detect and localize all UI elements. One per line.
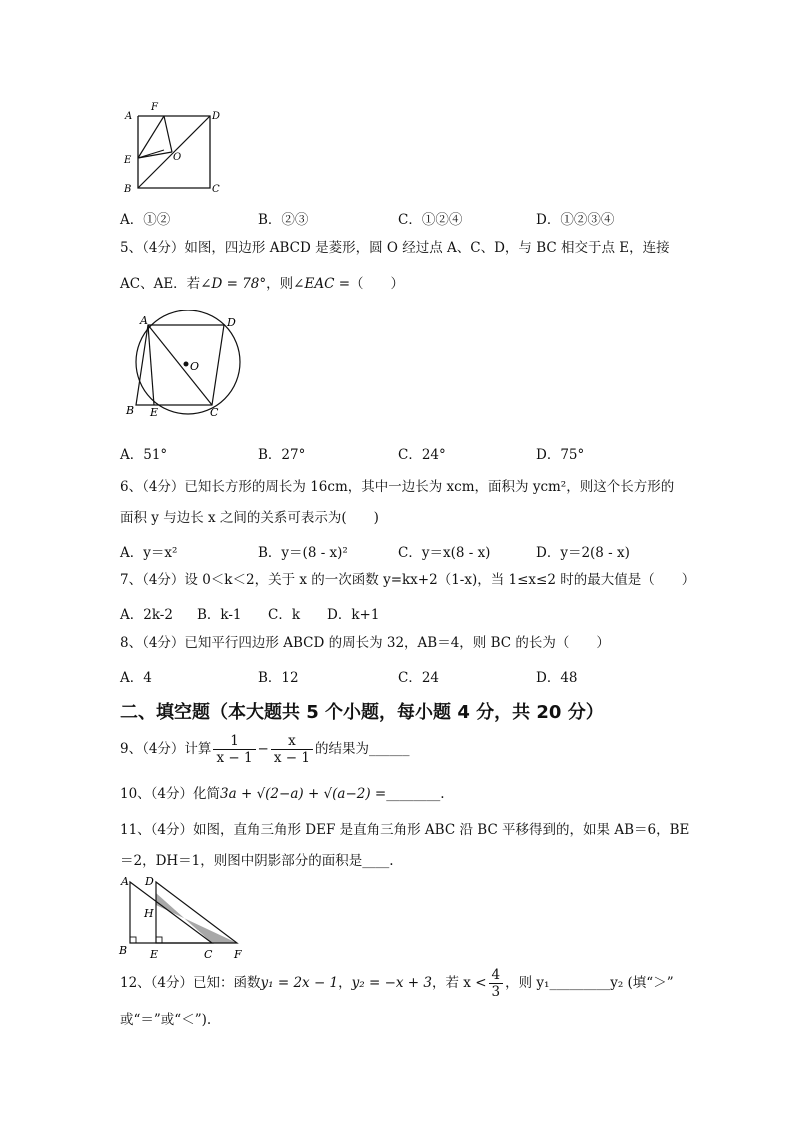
q6-option-c[interactable]: C．y＝x(8 - x) xyxy=(398,545,491,561)
q5-option-c[interactable]: C．24° xyxy=(398,447,446,463)
q9-fraction-1 xyxy=(213,733,255,766)
q6-option-d[interactable]: D．y＝2(8 - x) xyxy=(536,545,630,561)
q5-option-a[interactable]: A．51° xyxy=(120,447,168,463)
q12-frac-numerator: 4 xyxy=(489,967,504,984)
q9-frac2-numerator: x xyxy=(271,733,313,750)
q4-label-b: B xyxy=(124,184,132,195)
q9-minus: − xyxy=(257,741,269,758)
q5-figure xyxy=(118,310,258,425)
q5-text-line1: 5、（4分）如图，四边形 ABCD 是菱形，圆 O 经过点 A、C、D，与 BC 相交于点 E，连接 xyxy=(120,240,670,256)
section-2-heading: 二、填空题（本大题共 5 个小题，每小题 4 分，共 20 分） xyxy=(120,702,604,723)
q6-option-b[interactable]: B．y＝(8 - x)² xyxy=(258,545,348,561)
q7-option-a[interactable]: A．2k-2 xyxy=(120,607,173,623)
q8-option-a[interactable]: A．4 xyxy=(120,670,152,686)
q4-label-f: F xyxy=(151,102,158,113)
q12-line1: 12、（4分）已知：函数y₁ = 2x − 1，y₂ = −x + 3，若 x < $\frac{4}{3}$ ，则 y₁_________y₂ (填“＞” xyxy=(120,967,674,1001)
q11-text-line1: 11、（4分）如图，直角三角形 DEF 是直角三角形 ABC 沿 BC 平移得到的，如果 AB＝6，BE xyxy=(120,822,690,838)
q8-option-d[interactable]: D．48 xyxy=(536,670,578,686)
q4-option-b[interactable]: B．②③ xyxy=(258,212,309,228)
q6-text-line2: 面积 y 与边长 x 之间的关系可表示为( ) xyxy=(120,510,379,526)
q9-fraction-2 xyxy=(271,733,313,766)
q5-option-d[interactable]: D．75° xyxy=(536,447,585,463)
q5-label-a: A xyxy=(140,314,148,327)
q12-text-line2: 或“＝”或“＜”). xyxy=(120,1012,212,1028)
q4-label-d: D xyxy=(212,111,221,122)
q11-label-b: B xyxy=(119,944,128,957)
q10-line xyxy=(120,786,445,802)
q4-label-o: O xyxy=(173,152,182,163)
q10-prefix: 10、（4分）化简 xyxy=(120,786,221,802)
q9-frac1-numerator: 1 xyxy=(213,733,255,750)
q11-label-e: E xyxy=(150,948,159,961)
q4-label-e: E xyxy=(124,155,132,166)
q11-label-f: F xyxy=(234,948,242,961)
q12-fraction xyxy=(489,967,504,1000)
q4-figure xyxy=(118,98,228,198)
q5-text-part1: AC、AE．若 xyxy=(120,276,201,292)
q5-label-c: C xyxy=(210,406,219,419)
q11-text-line2: ＝2，DH＝1，则图中阴影部分的面积是____. xyxy=(120,853,394,869)
q11-figure xyxy=(116,872,256,962)
q4-label-c: C xyxy=(212,184,220,195)
q4-option-c[interactable]: C．①②④ xyxy=(398,212,463,228)
q12-condition: ，若 x < xyxy=(432,975,487,992)
q5-label-d: D xyxy=(227,316,236,329)
q10-suffix: ________. xyxy=(386,786,445,802)
q8-option-b[interactable]: B．12 xyxy=(258,670,299,686)
q5-label-o: O xyxy=(190,360,200,373)
q7-option-d[interactable]: D．k+1 xyxy=(327,607,380,623)
q11-label-c: C xyxy=(204,948,213,961)
q12-then: ，则 y₁ xyxy=(505,975,550,992)
q4-option-a[interactable]: A．①② xyxy=(120,212,171,228)
q9-suffix: 的结果为______ xyxy=(314,741,410,758)
q4-label-a: A xyxy=(125,111,133,122)
q5-text-part3: （ ） xyxy=(350,276,405,292)
q7-option-b[interactable]: B．k-1 xyxy=(197,607,242,623)
q12-y1-def: y₁ = 2x − 1 xyxy=(260,975,339,992)
q4-option-d[interactable]: D．①②③④ xyxy=(536,212,615,228)
q10-expression: 3a + √(2−a) + √(a−2) = xyxy=(220,786,387,802)
q12-y2-def: y₂ = −x + 3 xyxy=(351,975,432,992)
q5-label-e: E xyxy=(150,406,159,419)
q5-angle-d: ∠D = 78° xyxy=(200,276,267,292)
q12-answer-blank[interactable]: _________ xyxy=(549,975,611,992)
q11-label-d: D xyxy=(145,875,154,888)
q11-label-h: H xyxy=(144,907,154,920)
q12-prefix: 12、（4分）已知：函数 xyxy=(120,975,261,992)
q9-prefix: 9、（4分）计算 xyxy=(120,741,212,758)
q8-option-c[interactable]: C．24 xyxy=(398,670,440,686)
q9-frac2-denominator: x − 1 xyxy=(273,750,310,767)
q6-option-a[interactable]: A．y＝x² xyxy=(120,545,178,561)
q5-option-b[interactable]: B．27° xyxy=(258,447,306,463)
q5-text-line2 xyxy=(120,276,404,292)
q5-text-part2: ，则 xyxy=(266,276,294,292)
q6-text-line1: 6、（4分）已知长方形的周长为 16cm，其中一边长为 xcm，面积为 ycm²，则这个长方形的 xyxy=(120,479,675,495)
q7-option-c[interactable]: C．k xyxy=(268,607,301,623)
q8-text: 8、（4分）已知平行四边形 ABCD 的周长为 32，AB＝4，则 BC 的长为（ ） xyxy=(120,635,610,651)
q5-angle-eac: ∠EAC = xyxy=(293,276,351,292)
q5-label-b: B xyxy=(126,404,135,417)
q12-after: y₂ (填“＞” xyxy=(610,975,674,992)
q11-label-a: A xyxy=(121,875,129,888)
q9-frac1-denominator: x − 1 xyxy=(216,750,253,767)
q7-text: 7、（4分）设 0＜k＜2，关于 x 的一次函数 y=kx+2（1-x)，当 1≤x≤2 时的最大值是（ ） xyxy=(120,572,696,588)
q9-line xyxy=(120,733,409,766)
q12-frac-denominator: 3 xyxy=(491,984,501,1001)
